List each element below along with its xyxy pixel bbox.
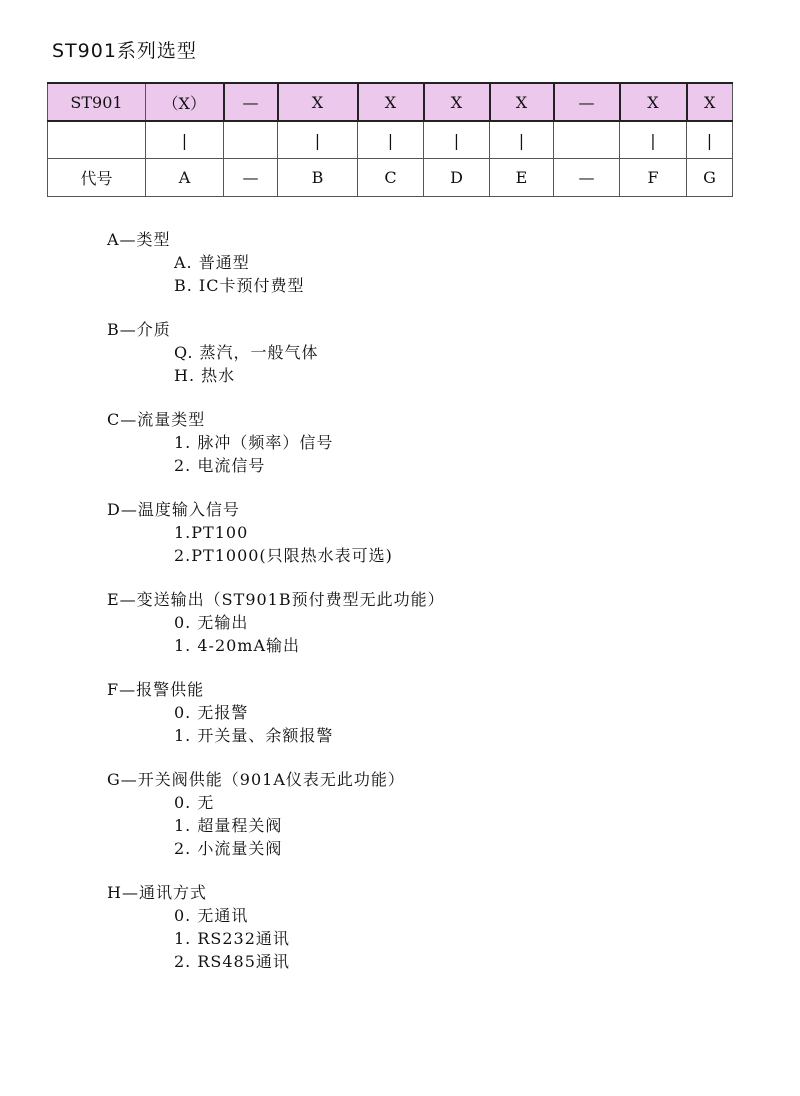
section-communication	[107, 881, 727, 973]
page-title: ST901系列选型	[52, 40, 197, 62]
label-cell: E	[490, 159, 554, 197]
option-item: 0. 无输出	[174, 613, 249, 632]
label-cell: C	[358, 159, 424, 197]
section-valve	[107, 768, 727, 860]
option-item: 1.PT100	[174, 523, 249, 542]
bar-cell: |	[146, 121, 224, 159]
bar-cell	[554, 121, 620, 159]
bar-cell: |	[620, 121, 687, 159]
bar-cell: |	[424, 121, 490, 159]
bar-cell	[224, 121, 278, 159]
section-transmit-output	[107, 588, 727, 657]
label-cell: 代号	[48, 159, 146, 197]
label-cell: G	[687, 159, 733, 197]
option-item: 0. 无报警	[174, 703, 249, 722]
bar-cell: |	[490, 121, 554, 159]
option-item: B. IC卡预付费型	[174, 276, 305, 295]
label-cell: A	[146, 159, 224, 197]
code-cell: X	[490, 83, 554, 121]
option-item: 1. 脉冲（频率）信号	[174, 433, 334, 452]
option-item: 1. RS232通讯	[174, 929, 290, 948]
section-alarm	[107, 678, 727, 747]
option-item: A. 普通型	[174, 253, 250, 272]
option-item: 0. 无	[174, 793, 215, 812]
section-medium	[107, 318, 727, 387]
section-heading: F—报警供能	[107, 680, 205, 699]
option-item: Q. 蒸汽，一般气体	[174, 343, 319, 362]
section-heading: C—流量类型	[107, 410, 206, 429]
section-flow-type	[107, 408, 727, 477]
option-item: H. 热水	[174, 366, 236, 385]
section-heading: G—开关阀供能（901A仪表无此功能）	[107, 770, 405, 789]
code-cell: （X）	[146, 83, 224, 121]
option-item: 0. 无通讯	[174, 906, 249, 925]
label-cell: —	[224, 159, 278, 197]
section-temperature-input	[107, 498, 727, 567]
label-cell: —	[554, 159, 620, 197]
section-heading: B—介质	[107, 320, 171, 339]
code-cell: X	[620, 83, 687, 121]
label-row	[48, 159, 733, 197]
option-item: 1. 4-20mA输出	[174, 636, 301, 655]
bar-cell	[48, 121, 146, 159]
section-heading: A—类型	[107, 230, 171, 249]
bar-cell: |	[358, 121, 424, 159]
label-cell: D	[424, 159, 490, 197]
label-cell: B	[278, 159, 358, 197]
option-list	[107, 228, 727, 994]
option-item: 1. 开关量、余额报警	[174, 726, 334, 745]
section-heading: E—变送输出（ST901B预付费型无此功能）	[107, 590, 445, 609]
code-cell: —	[554, 83, 620, 121]
option-item: 2. 小流量关阀	[174, 839, 283, 858]
section-type	[107, 228, 727, 297]
model-code-table	[47, 82, 733, 197]
section-heading: D—温度输入信号	[107, 500, 240, 519]
code-cell: ST901	[48, 83, 146, 121]
code-cell: X	[687, 83, 733, 121]
option-item: 2.PT1000(只限热水表可选)	[174, 546, 393, 565]
code-row	[48, 83, 733, 121]
option-item: 1. 超量程关阀	[174, 816, 283, 835]
code-cell: X	[358, 83, 424, 121]
option-item: 2. RS485通讯	[174, 952, 290, 971]
code-cell: —	[224, 83, 278, 121]
code-cell: X	[424, 83, 490, 121]
option-item: 2. 电流信号	[174, 456, 266, 475]
bar-row	[48, 121, 733, 159]
bar-cell: |	[687, 121, 733, 159]
section-heading: H—通讯方式	[107, 883, 207, 902]
code-cell: X	[278, 83, 358, 121]
label-cell: F	[620, 159, 687, 197]
bar-cell: |	[278, 121, 358, 159]
